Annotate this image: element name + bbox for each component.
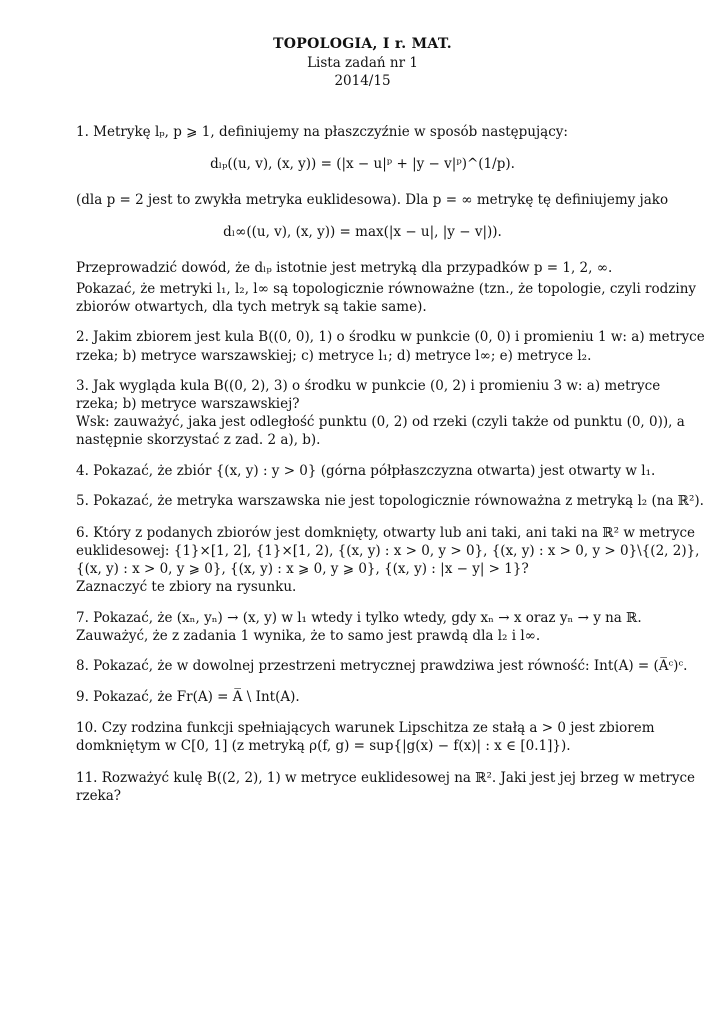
problem-3-line-4: następnie skorzystać z zad. 2 a), b). xyxy=(76,432,321,448)
problem-1-line-1: 1. Metrykę lₚ, p ⩾ 1, definiujemy na płaszczyźnie w sposób następujący: xyxy=(76,124,568,140)
problem-6-line-1: 6. Który z podanych zbiorów jest domknięty, otwarty lub ani taki, ani taki na ℝ² w metryce xyxy=(76,525,696,541)
problem-7-line-2: Zauważyć, że z zadania 1 wynika, że to samo jest prawdą dla l₂ i l∞. xyxy=(76,628,541,644)
problem-10-line-2: domkniętym w C[0, 1] (z metryką ρ(f, g) = sup{|g(x) − f(x)| : x ∈ [0.1]}). xyxy=(76,738,571,754)
problem-4-line-1: 4. Pokazać, że zbiór {(x, y) : y > 0} (górna półpłaszczyzna otwarta) jest otwarty w l₁. xyxy=(76,463,656,479)
problem-1-line-3: Przeprowadzić dowód, że dₗₚ istotnie jest metryką dla przypadków p = 1, 2, ∞. xyxy=(76,260,613,276)
problem-7-line-1: 7. Pokazać, że (xₙ, yₙ) → (x, y) w l₁ wtedy i tylko wtedy, gdy xₙ → x oraz yₙ → y na ℝ. xyxy=(76,610,642,626)
problem-5-line-1: 5. Pokazać, że metryka warszawska nie jest topologicznie równoważna z metryką l₂ (na ℝ²). xyxy=(76,493,704,509)
problem-10-line-1: 10. Czy rodzina funkcji spełniających warunek Lipschitza ze stałą a > 0 jest zbiorem xyxy=(76,720,655,736)
problem-6-line-2: euklidesowej: {1}×[1, 2], {1}×[1, 2), {(x, y) : x > 0, y > 0}, {(x, y) : x > 0, y > 0}\{(2, 2)}, xyxy=(76,543,700,559)
problem-1-equation-lp: dₗₚ((u, v), (x, y)) = (|x − u|ᵖ + |y − v|ᵖ)^(1/p). xyxy=(210,156,515,172)
problem-2-line-2: rzeka; b) metryce warszawskiej; c) metryce l₁; d) metryce l∞; e) metryce l₂. xyxy=(76,348,592,364)
problem-6-line-3: {(x, y) : x > 0, y ⩾ 0}, {(x, y) : x ⩾ 0, y ⩾ 0}, {(x, y) : |x − y| > 1}? xyxy=(76,561,529,577)
problem-8-line-1: 8. Pokazać, że w dowolnej przestrzeni metrycznej prawdziwa jest równość: Int(A) = (A̅ᶜ)ᶜ. xyxy=(76,658,688,674)
problem-9-line-1: 9. Pokazać, że Fr(A) = A̅ \ Int(A). xyxy=(76,689,300,705)
list-subtitle: Lista zadań nr 1 xyxy=(307,55,418,71)
problem-11-line-2: rzeka? xyxy=(76,788,122,804)
problem-3-line-3: Wsk: zauważyć, jaka jest odległość punktu (0, 2) od rzeki (czyli także od punktu (0, 0)), a xyxy=(76,414,685,430)
problem-6-line-4: Zaznaczyć te zbiory na rysunku. xyxy=(76,579,297,595)
problem-1-equation-linf: dₗ∞((u, v), (x, y)) = max(|x − u|, |y − v|)). xyxy=(223,224,502,240)
problem-1-line-2: (dla p = 2 jest to zwykła metryka euklidesowa). Dla p = ∞ metrykę tę definiujemy jako xyxy=(76,192,669,208)
problem-3-line-1: 3. Jak wygląda kula B((0, 2), 3) o środku w punkcie (0, 2) i promieniu 3 w: a) metryce xyxy=(76,378,661,394)
academic-year: 2014/15 xyxy=(334,73,391,89)
problem-3-line-2: rzeka; b) metryce warszawskiej? xyxy=(76,396,300,412)
problem-1-line-4: Pokazać, że metryki l₁, l₂, l∞ są topologicznie równoważne (tzn., że topologie, czyli rodziny xyxy=(76,281,697,297)
problem-2-line-1: 2. Jakim zbiorem jest kula B((0, 0), 1) o środku w punkcie (0, 0) i promieniu 1 w: a) metryce xyxy=(76,329,705,345)
problem-11-line-1: 11. Rozważyć kulę B((2, 2), 1) w metryce euklidesowej na ℝ². Jaki jest jej brzeg w metryce xyxy=(76,770,696,786)
document-title: TOPOLOGIA, I r. MAT. xyxy=(273,36,452,52)
problem-1-line-5: zbiorów otwartych, dla tych metryk są takie same). xyxy=(76,299,427,315)
